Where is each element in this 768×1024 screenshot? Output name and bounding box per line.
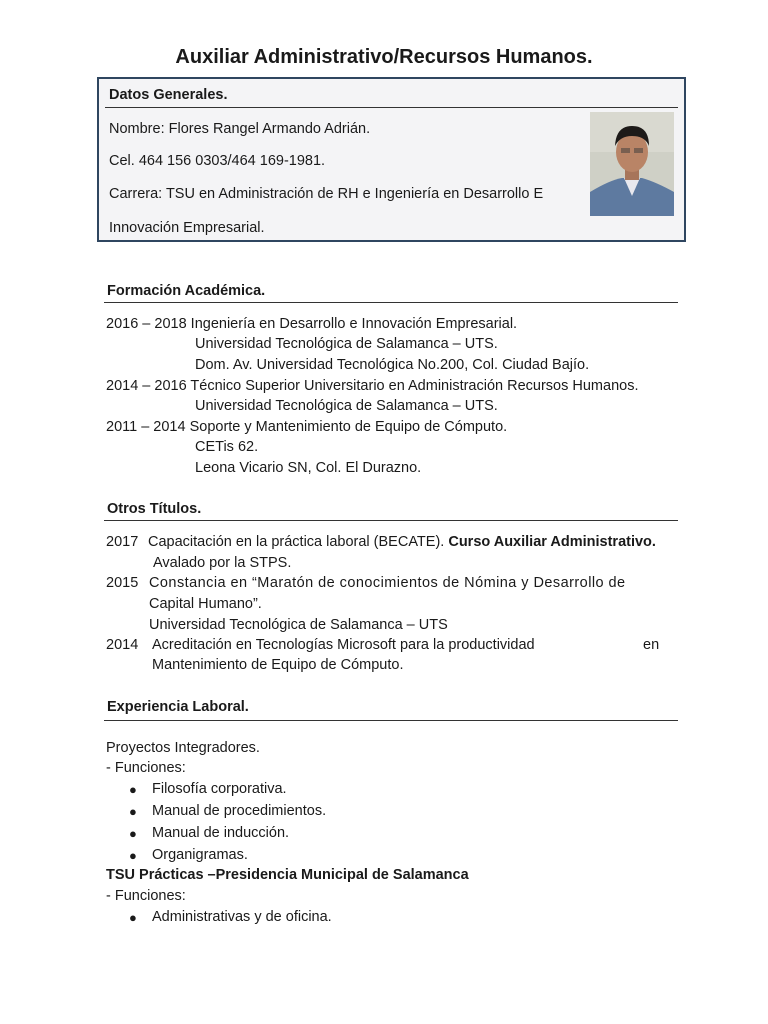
- bullet-icon: ●: [129, 804, 137, 819]
- title-year: 2015: [106, 575, 139, 591]
- title-line: Mantenimiento de Equipo de Cómputo.: [152, 657, 404, 673]
- experience-line: - Funciones:: [106, 760, 186, 776]
- divider: [105, 107, 678, 108]
- page-title: Auxiliar Administrativo/Recursos Humanos.: [175, 46, 593, 68]
- divider: [104, 520, 678, 521]
- title-year: 2017: [106, 534, 139, 550]
- title-text: Capacitación en la práctica laboral (BECATE).: [148, 534, 445, 550]
- experience-line: - Funciones:: [106, 888, 186, 904]
- title-bold-text: Curso Auxiliar Administrativo.: [448, 534, 656, 550]
- education-line: Leona Vicario SN, Col. El Durazno.: [195, 460, 422, 476]
- education-line: Dom. Av. Universidad Tecnológica No.200, Col. Ciudad Bajío.: [195, 357, 590, 373]
- profile-photo: [590, 112, 674, 216]
- education-line: 2014 – 2016 Técnico Superior Universitario en Administración Recursos Humanos.: [106, 378, 639, 394]
- section-heading-education: Formación Académica.: [107, 283, 266, 299]
- experience-line: Proyectos Integradores.: [106, 740, 260, 756]
- title-line: [148, 534, 656, 550]
- bullet-icon: ●: [129, 826, 137, 841]
- phone-line: Cel. 464 156 0303/464 169-1981.: [109, 153, 326, 169]
- experience-subheading: TSU Prácticas –Presidencia Municipal de Salamanca: [106, 867, 469, 883]
- title-line: Capital Humano”.: [149, 596, 262, 612]
- title-line: Constancia en “Maratón de conocimientos de Nómina y Desarrollo de: [149, 575, 626, 591]
- section-heading-other-titles: Otros Títulos.: [107, 501, 202, 517]
- list-item: Manual de inducción.: [152, 825, 290, 841]
- name-line: Nombre: Flores Rangel Armando Adrián.: [109, 121, 371, 137]
- list-item: Administrativas y de oficina.: [152, 909, 332, 925]
- bullet-icon: ●: [129, 910, 137, 925]
- education-line: CETis 62.: [195, 439, 259, 455]
- title-line: Avalado por la STPS.: [153, 555, 292, 571]
- title-line: Acreditación en Tecnologías Microsoft para la productividad: [152, 637, 535, 653]
- general-data-box: [97, 77, 686, 242]
- career-line-2: Innovación Empresarial.: [109, 220, 265, 236]
- career-line-1: Carrera: TSU en Administración de RH e Ingeniería en Desarrollo E: [109, 186, 544, 202]
- bullet-icon: ●: [129, 782, 137, 797]
- list-item: Organigramas.: [152, 847, 248, 863]
- section-heading-experience: Experiencia Laboral.: [107, 699, 249, 715]
- title-year: 2014: [106, 637, 139, 653]
- divider: [104, 720, 678, 721]
- title-line: Universidad Tecnológica de Salamanca – UTS: [149, 617, 448, 633]
- education-line: Universidad Tecnológica de Salamanca – UTS.: [195, 336, 498, 352]
- title-line: en: [643, 637, 660, 653]
- general-data-heading: Datos Generales.: [109, 87, 228, 103]
- bullet-icon: ●: [129, 848, 137, 863]
- divider: [104, 302, 678, 303]
- list-item: Manual de procedimientos.: [152, 803, 327, 819]
- list-item: Filosofía corporativa.: [152, 781, 287, 797]
- education-line: Universidad Tecnológica de Salamanca – UTS.: [195, 398, 498, 414]
- education-line: 2011 – 2014 Soporte y Mantenimiento de Equipo de Cómputo.: [106, 419, 508, 435]
- education-line: 2016 – 2018 Ingeniería en Desarrollo e Innovación Empresarial.: [106, 316, 518, 332]
